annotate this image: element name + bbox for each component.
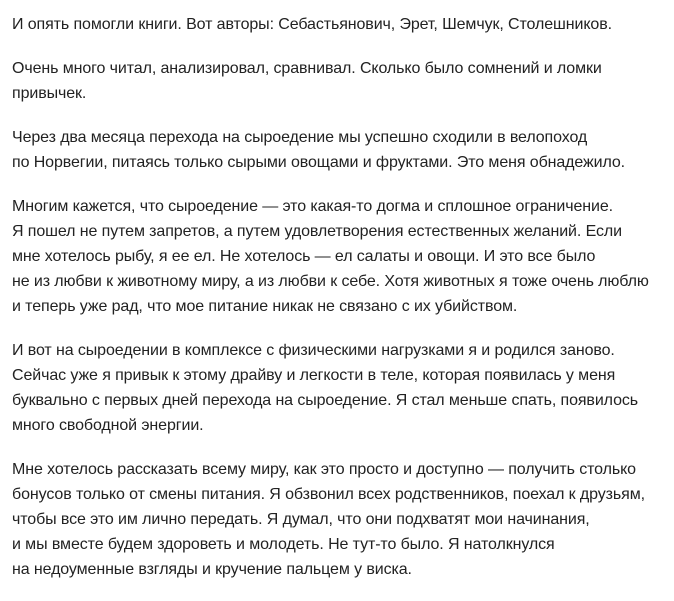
text-line: много свободной энергии.	[12, 417, 204, 434]
text-line: Сейчас уже я привык к этому драйву и легкости в теле, которая появилась у меня	[12, 367, 616, 384]
text-line: И опять помогли книги. Вот авторы: Себастьянович, Эрет, Шемчук, Столешников.	[12, 16, 612, 33]
text-line: чтобы все это им лично передать. Я думал, что они подхватят мои начинания,	[12, 511, 590, 528]
article-body	[12, 12, 668, 601]
text-line: не из любви к животному миру, а из любви к себе. Хотя животных я тоже очень люблю	[12, 273, 649, 290]
paragraph-dogma	[12, 194, 668, 319]
text-line: И вот на сыроедении в комплексе с физическими нагрузками я и родился заново.	[12, 342, 615, 359]
paragraph-reborn	[12, 338, 668, 438]
paragraph-reading	[12, 56, 668, 106]
text-line: и мы вместе будем здороветь и молодеть. Не тут-то было. Я натолкнулся	[12, 536, 555, 553]
text-line: Очень много читал, анализировал, сравнивал. Сколько было сомнений и ломки	[12, 60, 602, 77]
text-line: Через два месяца перехода на сыроедение мы успешно сходили в велопоход	[12, 129, 588, 146]
text-line: привычек.	[12, 85, 87, 102]
paragraph-norway-trip	[12, 125, 668, 175]
text-line: бонусов только от смены питания. Я обзвонил всех родственников, поехал к друзьям,	[12, 486, 645, 503]
text-line: по Норвегии, питаясь только сырыми овощами и фруктами. Это меня обнадежило.	[12, 154, 626, 171]
text-line: мне хотелось рыбу, я ее ел. Не хотелось — ел салаты и овощи. И это все было	[12, 248, 596, 265]
text-line: буквально с первых дней перехода на сыроедение. Я стал меньше спать, появилось	[12, 392, 639, 409]
text-line: Многим кажется, что сыроедение — это какая-то догма и сплошное ограничение.	[12, 198, 614, 215]
text-line: Мне хотелось рассказать всему миру, как это просто и доступно — получить столько	[12, 461, 636, 478]
text-line: Я пошел не путем запретов, а путем удовлетворения естественных желаний. Если	[12, 223, 622, 240]
text-line: и теперь уже рад, что мое питание никак не связано с их убийством.	[12, 298, 518, 315]
text-line: на недоуменные взгляды и кручение пальцем у виска.	[12, 561, 412, 578]
paragraph-books	[12, 12, 668, 37]
paragraph-tell-the-world	[12, 457, 668, 582]
